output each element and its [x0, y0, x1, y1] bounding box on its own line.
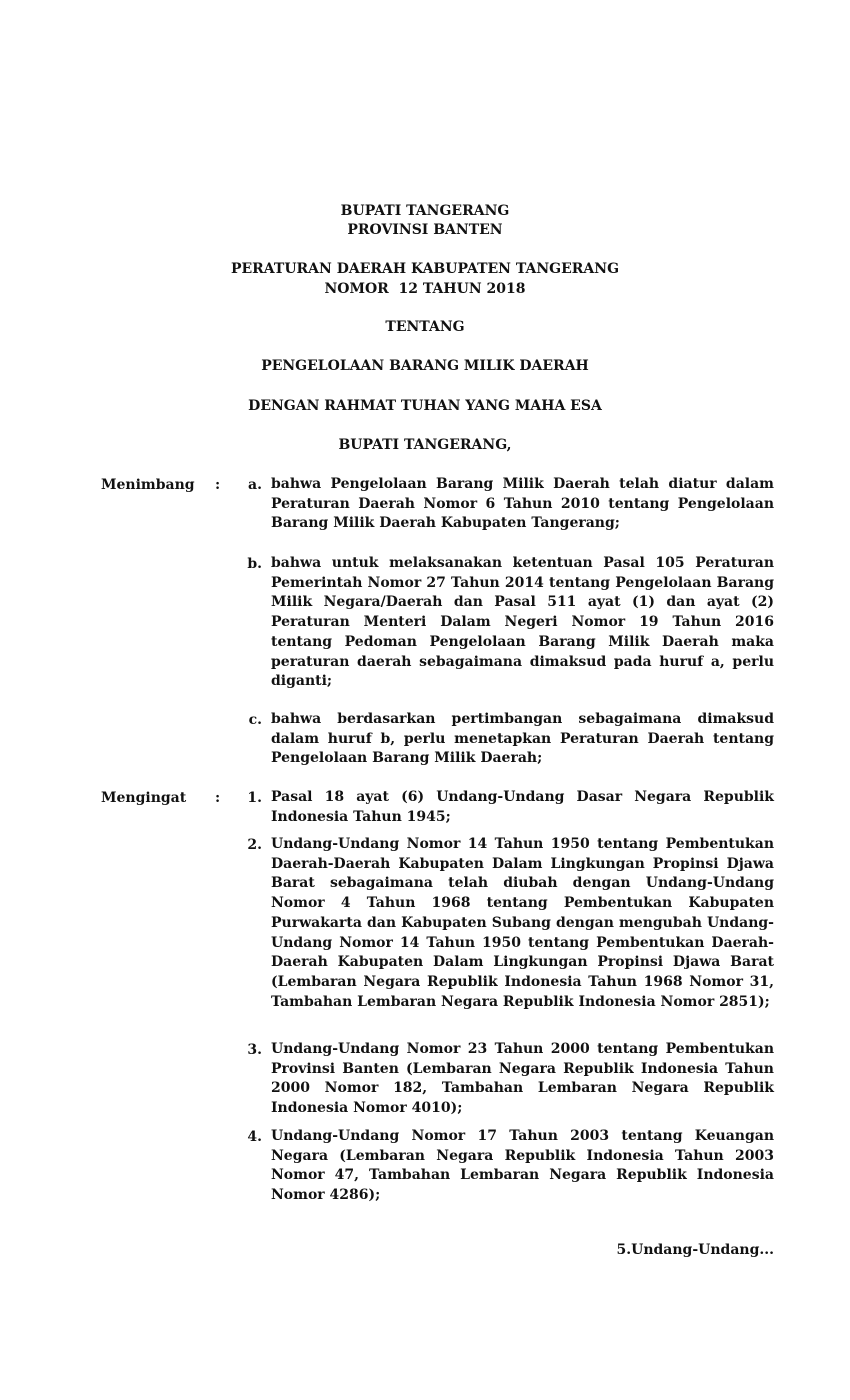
mengingat-item-4: Undang-Undang Nomor 17 Tahun 2003 tentang Keuangan Negara (Lembaran Negara Republik Indonesia Tahun 2003 Nomor 47, Tambahan Lembaran Negara Republik Indonesia Nomor 4286);: [271, 1128, 774, 1204]
menimbang-marker-b: b.: [247, 556, 262, 572]
mengingat-marker-3: 3.: [247, 1042, 262, 1058]
mengingat-item-1: Pasal 18 ayat (6) Undang-Undang Dasar Negara Republik Indonesia Tahun 1945;: [271, 789, 774, 825]
regulation-number: NOMOR 12 TAHUN 2018: [324, 281, 526, 297]
mengingat-marker-2: 2.: [247, 837, 262, 853]
mengingat-colon: :: [215, 790, 221, 806]
menimbang-colon: :: [215, 477, 221, 493]
page-continuation: 5.Undang-Undang...: [616, 1242, 774, 1258]
mengingat-label: Mengingat: [101, 790, 187, 806]
menimbang-item-b: bahwa untuk melaksanakan ketentuan Pasal 105 Peraturan Pemerintah Nomor 27 Tahun 2014 tentang Pengelolaan Barang Milik Negara/Daerah dan Pasal 511 ayat (1) dan ayat (2) Peraturan Menteri Dalam Negeri Nomor 19 Tahun 2016 tentang Pedoman Pengelolaan Barang Milik Daerah maka peraturan daerah sebagaimana dimaksud pada huruf a, perlu diganti;: [271, 555, 774, 690]
header-bupati: BUPATI TANGERANG: [340, 203, 510, 219]
mengingat-item-3: Undang-Undang Nomor 23 Tahun 2000 tentang Pembentukan Provinsi Banten (Lembaran Negara Republik Indonesia Tahun 2000 Nomor 182, Tambahan Lembaran Negara Republik Indonesia Nomor 4010);: [271, 1041, 774, 1117]
mengingat-marker-4: 4.: [247, 1129, 262, 1145]
tentang-heading: TENTANG: [385, 319, 465, 335]
menimbang-label: Menimbang: [101, 477, 195, 493]
header-province: PROVINSI BANTEN: [347, 222, 503, 238]
menimbang-item-a: bahwa Pengelolaan Barang Milik Daerah telah diatur dalam Peraturan Daerah Nomor 6 Tahun 2010 tentang Pengelolaan Barang Milik Daerah Kabupaten Tangerang;: [271, 476, 774, 532]
bupati-signature-line: BUPATI TANGERANG,: [338, 437, 512, 453]
regulation-subject: PENGELOLAAN BARANG MILIK DAERAH: [261, 358, 589, 374]
mengingat-marker-1: 1.: [247, 790, 262, 806]
menimbang-marker-c: c.: [248, 712, 262, 728]
menimbang-item-c: bahwa berdasarkan pertimbangan sebagaimana dimaksud dalam huruf b, perlu menetapkan Peraturan Daerah tentang Pengelolaan Barang Milik Daerah;: [271, 711, 774, 767]
menimbang-marker-a: a.: [248, 477, 262, 493]
regulation-title: PERATURAN DAERAH KABUPATEN TANGERANG: [230, 261, 620, 277]
rahmat-line: DENGAN RAHMAT TUHAN YANG MAHA ESA: [248, 398, 602, 414]
mengingat-item-2: Undang-Undang Nomor 14 Tahun 1950 tentang Pembentukan Daerah-Daerah Kabupaten Dalam Lingkungan Propinsi Djawa Barat sebagaimana telah diubah dengan Undang-Undang Nomor 4 Tahun 1968 tentang Pembentukan Kabupaten Purwakarta dan Kabupaten Subang dengan mengubah Undang-Undang Nomor 14 Tahun 1950 tentang Pembentukan Daerah-Daerah Kabupaten Dalam Lingkungan Propinsi Djawa Barat (Lembaran Negara Republik Indonesia Tahun 1968 Nomor 31, Tambahan Lembaran Negara Republik Indonesia Nomor 2851);: [271, 836, 774, 1010]
